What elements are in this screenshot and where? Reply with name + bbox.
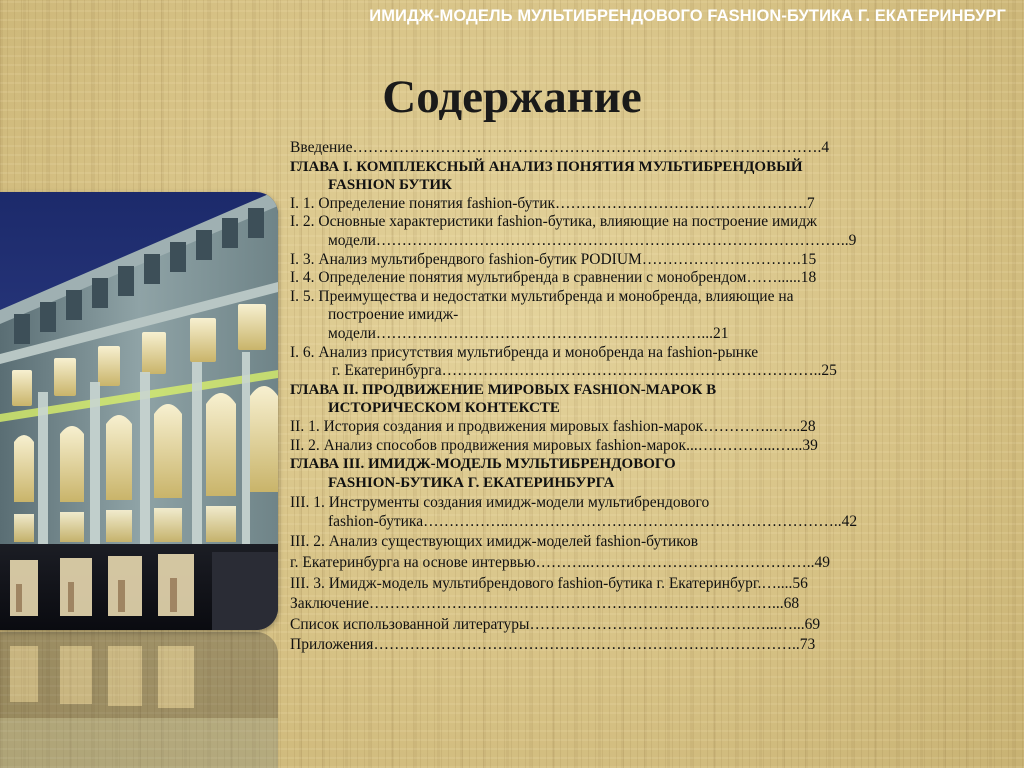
page-title [0,70,1024,124]
toc-item-1-5[interactable] [290,288,990,344]
toc-chapter-label-cont: FASHION-БУТИКА Г. ЕКАТЕРИНБУРГА [328,474,615,491]
toc-item-1-2[interactable] [290,213,990,250]
toc-chapter-label: ГЛАВА II. ПРОДВИЖЕНИЕ МИРОВЫХ FASHION-МАРОК В [290,381,717,398]
toc-item-bibliography[interactable] [290,616,990,635]
toc-item-label: I. 5. Преимущества и недостатки мультибренда и монобренда, влияющие на [290,287,794,305]
toc-item-label-cont: модели………………………………………………………………………………..9 [328,231,857,249]
toc-item-3-3[interactable] [290,575,990,594]
toc-item-label: III. 3. Имидж-модель мультибрендового fashion-бутика г. Екатеринбург.…....56 [290,574,808,592]
toc-item-label-cont: модели………………………………………………………...21 [328,324,729,342]
toc-item-3-2[interactable] [290,533,990,552]
toc-item-label: I. 1. Определение понятия fashion-бутик………………………………………….7 [290,194,815,212]
toc-item-label: II. 2. Анализ способов продвижения мировых fashion-марок...….………...…...39 [290,436,818,454]
toc-chapter-1[interactable] [290,158,990,195]
toc-item-appendix[interactable] [290,636,990,655]
toc-chapter-label-cont: ИСТОРИЧЕСКОМ КОНТЕКСТЕ [328,400,560,417]
toc-item-label: III. 1. Инструменты создания имидж-модели мультибрендового [290,494,710,512]
slide-header-title: ИМИДЖ-МОДЕЛЬ МУЛЬТИБРЕНДОВОГО FASHION-БУТИКА Г. ЕКАТЕРИНБУРГ [369,7,1006,25]
building-facade-image [0,192,278,630]
table-of-contents [290,139,990,655]
toc-item-3-1[interactable] [290,494,990,531]
toc-item-label: I. 6. Анализ присутствия мультибренда и монобренда на fashion-рынке [290,343,759,361]
toc-item-intro[interactable] [290,139,990,158]
building-facade-icon [0,192,278,630]
toc-item-label-cont: fashion-бутика……………..………………………………………………………..42 [328,512,858,530]
toc-item-label: Заключение……………………………………………………………………...68 [290,595,800,613]
toc-item-2-2[interactable] [290,437,990,456]
toc-item-label: г. Екатеринбурга на основе интервью………..……………………………………..49 [290,554,831,572]
toc-item-label: II. 1. История создания и продвижения мировых fashion-марок…………..…...28 [290,417,816,435]
toc-item-label: I. 4. Определение понятия мультибренда в сравнении с монобрендом……......18 [290,269,817,287]
toc-item-1-1[interactable] [290,195,990,214]
reflection-icon [0,632,278,768]
toc-item-label: Приложения………………………………………………………………………..73 [290,636,816,654]
toc-item-label-cont: построение имидж- [328,306,459,324]
toc-item-1-3[interactable] [290,251,990,270]
toc-item-1-4[interactable] [290,269,990,288]
building-reflection [0,632,278,768]
toc-item-label: III. 2. Анализ существующих имидж-моделей fashion-бутиков [290,533,699,551]
toc-item-label-cont: г. Екатеринбурга………………………………………………………………..25 [332,362,837,380]
toc-item-label: I. 2. Основные характеристики fashion-бутика, влияющие на построение имидж [290,213,817,231]
page-title-text: Содержание [382,71,642,123]
toc-item-1-6[interactable] [290,344,990,381]
toc-item-label: Введение……………………………………………………………………………….4 [290,139,830,156]
toc-item-label: I. 3. Анализ мультибрендвого fashion-бутик PODIUM………………………….15 [290,250,817,268]
toc-chapter-3[interactable] [290,455,990,492]
toc-item-3-2-cont[interactable] [290,554,990,573]
toc-chapter-2[interactable] [290,381,990,418]
toc-chapter-label: ГЛАВА III. ИМИДЖ-МОДЕЛЬ МУЛЬТИБРЕНДОВОГО [290,456,676,473]
toc-item-label: Список использованной литературы…………………………………….…...…...69 [290,615,821,633]
toc-chapter-label: ГЛАВА I. КОМПЛЕКСНЫЙ АНАЛИЗ ПОНЯТИЯ МУЛЬТИБРЕНДОВЫЙ [290,158,803,175]
toc-chapter-label-cont: FASHION БУТИК [328,177,452,194]
toc-item-2-1[interactable] [290,418,990,437]
toc-item-conclusion[interactable] [290,595,990,614]
